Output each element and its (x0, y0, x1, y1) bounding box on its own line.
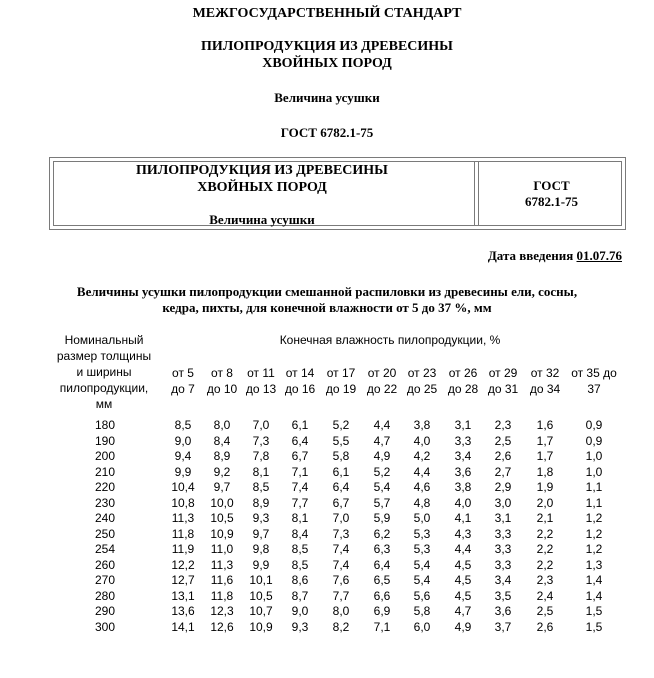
value-cell: 4,1 (454, 511, 472, 525)
value-cell: 6,2 (373, 526, 391, 541)
value-cell: 8,5 (174, 418, 192, 432)
value-cell: 8,0 (332, 604, 350, 618)
value-cell: 11,8 (171, 526, 195, 541)
value-cell: 13,6 (171, 604, 195, 618)
value-cell: 6,4 (373, 557, 391, 572)
value-cell: 8,9 (252, 495, 270, 510)
value-cell: 2,0 (536, 495, 554, 510)
value-cell: 6,0 (413, 619, 431, 634)
value-cell: 9,9 (252, 557, 270, 572)
value-cell: 2,7 (494, 464, 512, 479)
column-header-line: от 11 (247, 366, 275, 380)
value-cell: 2,6 (494, 449, 512, 463)
value-cell: 11,0 (210, 542, 234, 556)
value-cell: 9,7 (252, 526, 270, 541)
value-cell: 5,6 (413, 588, 431, 603)
value-cell: 3,3 (494, 526, 512, 541)
column-header-line: от 29 (488, 366, 518, 380)
value-cell: 2,3 (494, 418, 512, 432)
value-cell: 3,1 (494, 511, 512, 525)
value-cell: 4,8 (413, 495, 431, 510)
introduction-date (488, 248, 622, 264)
value-cell: 8,7 (291, 588, 309, 603)
document-title (0, 38, 654, 72)
value-cell: 4,9 (454, 619, 472, 634)
value-cell: 10,0 (210, 495, 234, 510)
value-cell: 12,6 (210, 619, 234, 634)
value-cell: 10,7 (249, 604, 273, 618)
box-gost-label: ГОСТ (533, 178, 570, 193)
column-header-line: до 28 (447, 382, 479, 396)
size-cell: 210 (94, 464, 116, 479)
value-cell: 6,6 (373, 588, 391, 603)
box-subtitle: Величина усушки (209, 212, 315, 227)
column-header-line: от 17 (326, 366, 356, 380)
value-cell: 6,4 (332, 480, 350, 494)
value-cell: 12,3 (210, 604, 234, 618)
value-cell: 8,4 (291, 526, 309, 541)
table-caption-line2: кедра, пихты, для конечной влажности от 5 до 37 %, мм (162, 300, 492, 315)
value-cell: 2,5 (536, 604, 554, 618)
size-cell: 240 (94, 511, 116, 525)
column-header (361, 365, 403, 397)
column-header-line: до 19 (325, 382, 357, 396)
value-cell: 7,7 (291, 495, 309, 510)
column-header (482, 365, 524, 397)
column-header-line: до 31 (487, 382, 519, 396)
value-cell: 8,2 (332, 619, 350, 634)
value-cell: 1,7 (536, 433, 554, 448)
value-cell: 3,3 (454, 433, 472, 448)
value-cell: 3,6 (454, 464, 472, 479)
size-cell: 220 (94, 480, 116, 494)
column-header (401, 365, 443, 397)
value-cell: 1,6 (536, 418, 554, 432)
value-cell: 5,2 (332, 418, 350, 432)
value-cell: 1,1 (585, 495, 603, 510)
value-cell: 11,3 (210, 557, 234, 572)
column-header-line: до 7 (171, 382, 195, 396)
value-cell: 9,9 (174, 464, 192, 479)
value-cell: 9,2 (213, 464, 231, 479)
value-cell: 3,8 (454, 480, 472, 494)
value-cell: 5,9 (373, 511, 391, 525)
value-cell: 6,5 (373, 573, 391, 587)
value-cell: 8,0 (213, 418, 231, 432)
value-cell: 3,6 (494, 604, 512, 618)
value-cell: 5,4 (413, 573, 431, 587)
value-cell: 1,1 (585, 480, 603, 494)
value-cell: 6,4 (291, 433, 309, 448)
value-cell: 2,2 (536, 526, 554, 541)
size-cell: 260 (94, 557, 116, 572)
group-header: Конечная влажность пилопродукции, % (279, 333, 501, 347)
column-header (279, 365, 321, 397)
column-header-line: до 22 (366, 382, 398, 396)
value-cell: 6,7 (291, 449, 309, 463)
value-cell: 3,7 (494, 619, 512, 634)
size-cell: 300 (94, 619, 116, 634)
value-cell: 7,1 (291, 464, 309, 479)
value-cell: 7,8 (252, 449, 270, 463)
column-header-line: до 34 (529, 382, 561, 396)
column-header-line: от 14 (285, 366, 315, 380)
row-header (45, 332, 163, 412)
size-cell: 230 (94, 495, 116, 510)
size-cell: 180 (94, 418, 116, 432)
value-cell: 5,8 (413, 604, 431, 618)
value-cell: 9,0 (174, 433, 192, 448)
value-cell: 1,2 (585, 542, 603, 556)
value-cell: 3,8 (413, 418, 431, 432)
value-cell: 4,4 (373, 418, 391, 432)
size-cell: 290 (94, 604, 116, 618)
value-cell: 1,3 (585, 557, 603, 572)
value-cell: 11,6 (210, 573, 234, 587)
value-cell: 1,2 (585, 526, 603, 541)
value-cell: 5,8 (332, 449, 350, 463)
value-cell: 5,4 (373, 480, 391, 494)
column-header (201, 365, 243, 397)
row-header-line: пилопродукции, (59, 381, 149, 395)
value-cell: 5,3 (413, 526, 431, 541)
value-cell: 3,1 (454, 418, 472, 432)
value-cell: 5,4 (413, 557, 431, 572)
size-cell: 250 (94, 526, 116, 541)
introduction-date-value: 01.07.76 (576, 248, 622, 263)
column-header (240, 365, 282, 397)
value-cell: 8,4 (213, 433, 231, 448)
column-header-line: до 10 (206, 382, 238, 396)
value-cell: 4,5 (454, 573, 472, 587)
standard-type: МЕЖГОСУДАРСТВЕННЫЙ СТАНДАРТ (192, 6, 462, 21)
value-cell: 4,7 (454, 604, 472, 618)
value-cell: 7,0 (252, 418, 270, 432)
value-cell: 8,5 (291, 542, 309, 556)
value-cell: 7,4 (332, 542, 350, 556)
column-header-line: до 13 (245, 382, 277, 396)
introduction-date-label: Дата введения (487, 248, 574, 263)
value-cell: 6,1 (291, 418, 309, 432)
document-code: ГОСТ 6782.1-75 (280, 125, 374, 140)
value-cell: 4,6 (413, 480, 431, 494)
value-cell: 11,3 (171, 511, 195, 525)
value-cell: 1,0 (585, 464, 603, 479)
box-title-line2: ХВОЙНЫХ ПОРОД (197, 180, 327, 195)
row-header-line: мм (95, 397, 113, 411)
size-cell: 280 (94, 588, 116, 603)
column-header-line: 37 (587, 382, 601, 396)
column-header-line: от 32 (530, 366, 560, 380)
value-cell: 7,3 (252, 433, 270, 448)
value-cell: 5,2 (373, 464, 391, 479)
value-cell: 9,3 (252, 511, 270, 525)
column-header-line: от 20 (367, 366, 397, 380)
value-cell: 4,4 (413, 464, 431, 479)
value-cell: 4,5 (454, 588, 472, 603)
value-cell: 2,3 (536, 573, 554, 587)
value-cell: 4,0 (454, 495, 472, 510)
value-cell: 1,2 (585, 511, 603, 525)
value-cell: 12,7 (171, 573, 195, 587)
column-header-line: от 35 до (571, 366, 617, 380)
row-header-line: Номинальный (64, 333, 144, 347)
value-cell: 7,4 (332, 557, 350, 572)
value-cell: 2,9 (494, 480, 512, 494)
value-cell: 6,1 (332, 464, 350, 479)
value-cell: 2,6 (536, 619, 554, 634)
value-cell: 4,7 (373, 433, 391, 448)
value-cell: 9,4 (174, 449, 192, 463)
value-cell: 1,7 (536, 449, 554, 463)
value-cell: 10,1 (249, 573, 273, 587)
table-caption (20, 284, 634, 316)
value-cell: 2,2 (536, 542, 554, 556)
value-cell: 5,7 (373, 495, 391, 510)
column-header-line: от 8 (211, 366, 233, 380)
column-header (442, 365, 484, 397)
value-cell: 8,9 (213, 449, 231, 463)
column-header (564, 365, 624, 397)
value-cell: 9,0 (291, 604, 309, 618)
value-cell: 2,2 (536, 557, 554, 572)
column-header-line: от 23 (407, 366, 437, 380)
value-cell: 11,9 (171, 542, 195, 556)
value-cell: 0,9 (585, 433, 603, 448)
box-title (50, 162, 474, 196)
value-cell: 8,5 (252, 480, 270, 494)
value-cell: 7,0 (332, 511, 350, 525)
value-cell: 9,7 (213, 480, 231, 494)
value-cell: 4,3 (454, 526, 472, 541)
value-cell: 3,4 (494, 573, 512, 587)
value-cell: 4,2 (413, 449, 431, 463)
table-caption-line1: Величины усушки пилопродукции смешанной распиловки из древесины ели, сосны, (76, 284, 578, 299)
value-cell: 1,8 (536, 464, 554, 479)
value-cell: 9,3 (291, 619, 309, 634)
value-cell: 10,9 (210, 526, 234, 541)
value-cell: 5,3 (413, 542, 431, 556)
box-gost (478, 178, 625, 210)
value-cell: 3,5 (494, 588, 512, 603)
title-box (49, 157, 626, 230)
value-cell: 6,7 (332, 495, 350, 510)
value-cell: 7,7 (332, 588, 350, 603)
value-cell: 3,3 (494, 557, 512, 572)
value-cell: 6,3 (373, 542, 391, 556)
column-header (524, 365, 566, 397)
column-header-line: от 5 (172, 366, 194, 380)
value-cell: 10,5 (210, 511, 234, 525)
size-cell: 190 (94, 433, 116, 448)
value-cell: 8,5 (291, 557, 309, 572)
value-cell: 10,4 (171, 480, 195, 494)
value-cell: 3,3 (494, 542, 512, 556)
value-cell: 4,5 (454, 557, 472, 572)
value-cell: 7,6 (332, 573, 350, 587)
value-cell: 12,2 (171, 557, 195, 572)
value-cell: 9,8 (252, 542, 270, 556)
document-subtitle: Величина усушки (274, 90, 380, 105)
value-cell: 5,5 (332, 433, 350, 448)
value-cell: 14,1 (171, 619, 195, 634)
value-cell: 3,0 (494, 495, 512, 510)
value-cell: 10,5 (249, 588, 273, 603)
document-title-line1: ПИЛОПРОДУКЦИЯ ИЗ ДРЕВЕСИНЫ (201, 39, 453, 54)
document-title-line2: ХВОЙНЫХ ПОРОД (262, 56, 392, 71)
column-header-line: до 25 (406, 382, 438, 396)
value-cell: 11,8 (210, 588, 234, 603)
value-cell: 4,9 (373, 449, 391, 463)
size-cell: 270 (94, 573, 116, 587)
box-gost-number: 6782.1-75 (524, 194, 579, 209)
value-cell: 10,9 (249, 619, 273, 634)
value-cell: 6,9 (373, 604, 391, 618)
value-cell: 8,1 (252, 464, 270, 479)
value-cell: 2,5 (494, 433, 512, 448)
value-cell: 1,9 (536, 480, 554, 494)
column-header-line: до 16 (284, 382, 316, 396)
value-cell: 7,3 (332, 526, 350, 541)
value-cell: 2,4 (536, 588, 554, 603)
value-cell: 5,0 (413, 511, 431, 525)
value-cell: 2,1 (536, 511, 554, 525)
value-cell: 8,1 (291, 511, 309, 525)
value-cell: 7,1 (373, 619, 391, 634)
value-cell: 8,6 (291, 573, 309, 587)
size-cell: 200 (94, 449, 116, 463)
value-cell: 4,0 (413, 433, 431, 448)
value-cell: 1,5 (585, 604, 603, 618)
column-header (162, 365, 204, 397)
box-title-line1: ПИЛОПРОДУКЦИЯ ИЗ ДРЕВЕСИНЫ (136, 163, 388, 178)
column-header-line: от 26 (448, 366, 478, 380)
value-cell: 7,4 (291, 480, 309, 494)
row-header-line: размер толщины (56, 349, 152, 363)
value-cell: 0,9 (585, 418, 603, 432)
column-header (320, 365, 362, 397)
row-header-line: и ширины (76, 365, 132, 379)
value-cell: 3,4 (454, 449, 472, 463)
value-cell: 1,4 (585, 573, 603, 587)
value-cell: 1,0 (585, 449, 603, 463)
value-cell: 1,5 (585, 619, 603, 634)
value-cell: 13,1 (171, 588, 195, 603)
value-cell: 10,8 (171, 495, 195, 510)
value-cell: 1,4 (585, 588, 603, 603)
size-cell: 254 (94, 542, 116, 556)
value-cell: 4,4 (454, 542, 472, 556)
